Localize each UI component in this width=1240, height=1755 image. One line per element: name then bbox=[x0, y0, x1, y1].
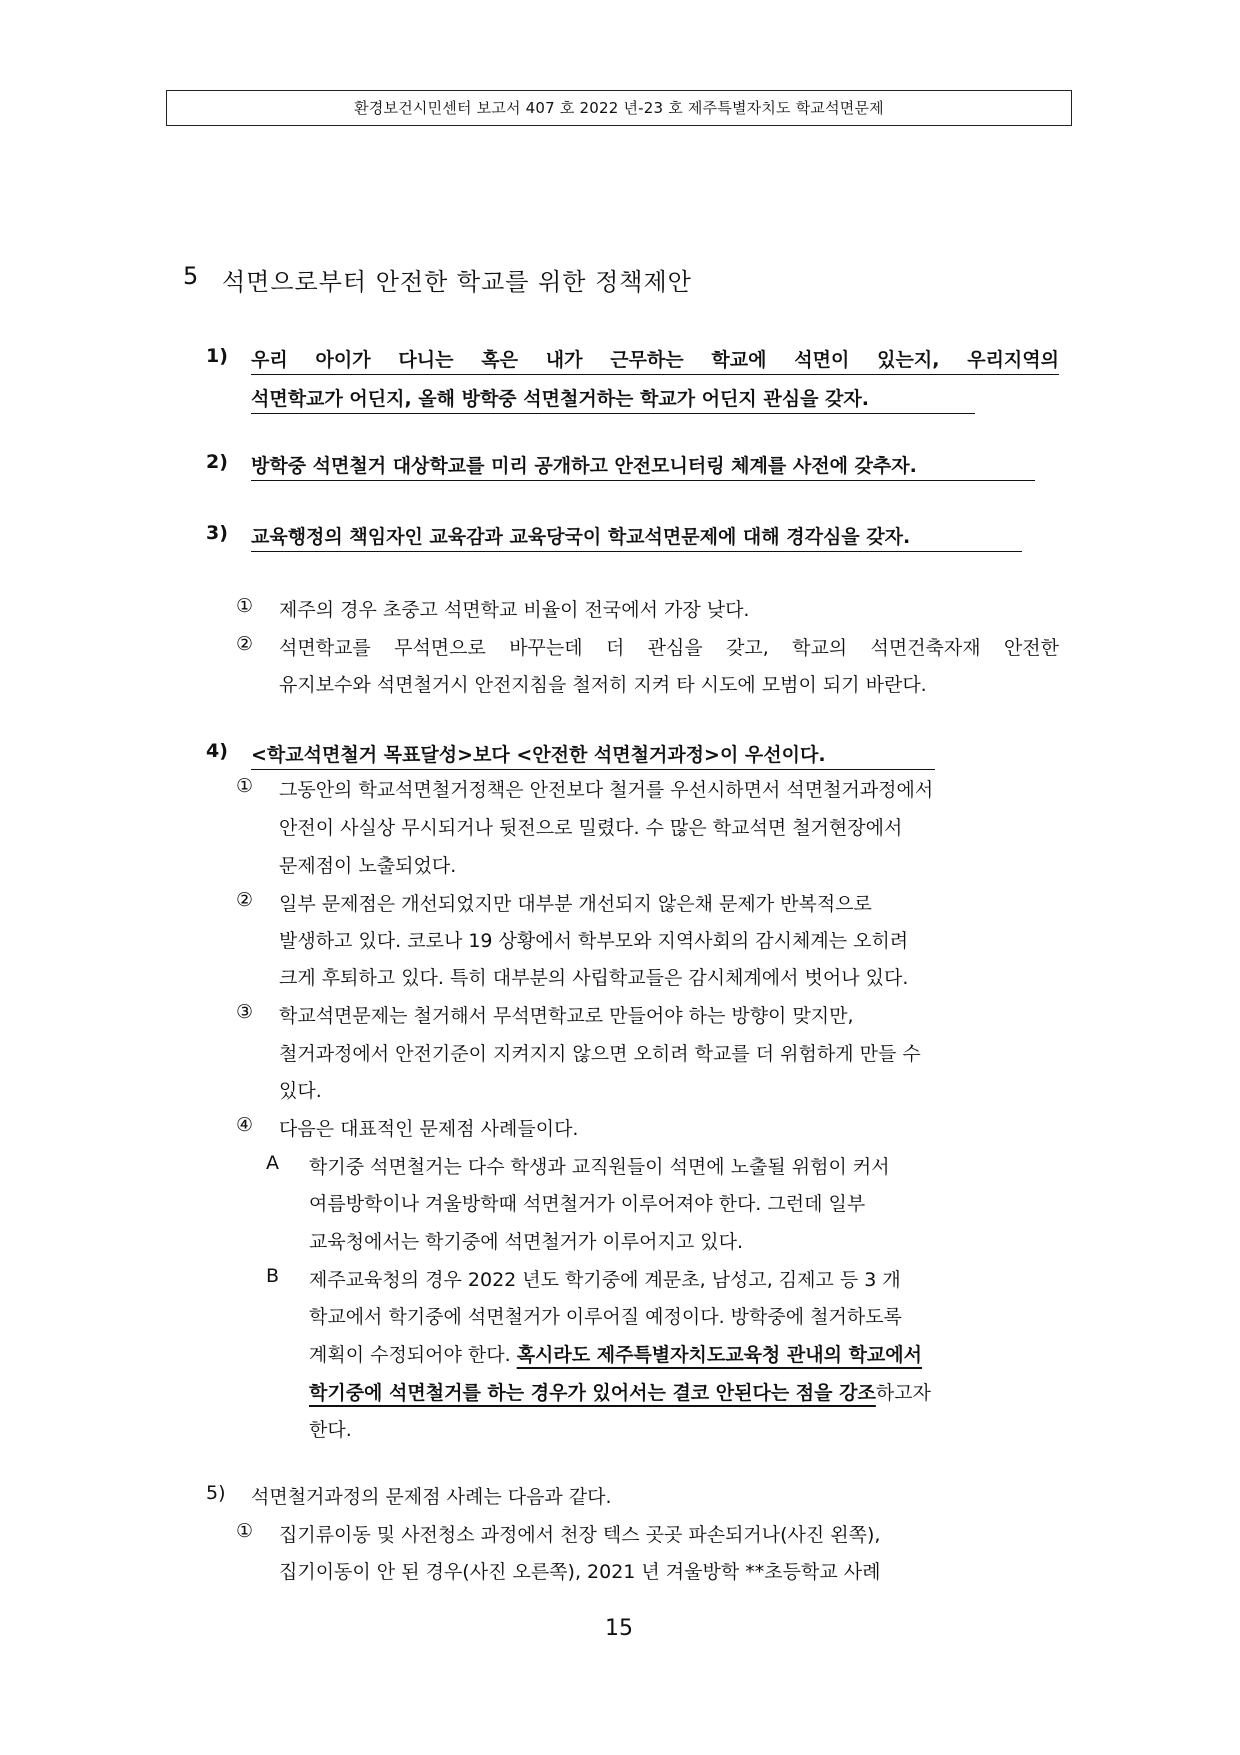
item-1-line-1: 우리 아이가 다니는 혹은 내가 근무하는 학교에 석면이 있는지, 우리지역의 bbox=[251, 349, 1059, 371]
sub-b-line-4-plain: 하고자 bbox=[875, 1382, 931, 1404]
report-header: 환경보건시민센터 보고서 407 호 2022 년-23 호 제주특별자치도 학교석면문제 bbox=[166, 90, 1072, 126]
sub-b-line-4-emphasis: 학기중에 석면철거를 하는 경우가 있어서는 결코 안된다는 점을 강조 bbox=[309, 1382, 876, 1404]
item-1-underline-2 bbox=[251, 413, 975, 414]
item-3-number: 3) bbox=[206, 522, 228, 544]
item-5-1-line-2: 집기이동이 안 된 경우(사진 오른쪽), 2021 년 겨울방학 **초등학교 사례 bbox=[279, 1561, 881, 1583]
item-4-3-line-2: 철거과정에서 안전기준이 지켜지지 않으면 오히려 학교를 더 위험하게 만들 수 bbox=[279, 1043, 921, 1065]
item-4-underline bbox=[251, 769, 935, 770]
item-4-number: 4) bbox=[206, 740, 228, 762]
item-2-number: 2) bbox=[206, 451, 228, 473]
item-1-line-2: 석면학교가 어딘지, 올해 방학중 석면철거하는 학교가 어딘지 관심을 갖자. bbox=[251, 388, 869, 410]
item-5-line-1: 석면철거과정의 문제점 사례는 다음과 같다. bbox=[251, 1486, 612, 1508]
sub-b-line-3 bbox=[309, 1340, 922, 1367]
item-4-2-line-2: 발생하고 있다. 코로나 19 상황에서 학부모와 지역사회의 감시체계는 오히려 bbox=[279, 930, 909, 952]
item-4-3-mark: ③ bbox=[236, 1001, 254, 1023]
item-4-4-line-1: 다음은 대표적인 문제점 사례들이다. bbox=[279, 1118, 579, 1140]
item-3-2-mark: ② bbox=[236, 633, 254, 655]
item-2-line-1: 방학중 석면철거 대상학교를 미리 공개하고 안전모니터링 체계를 사전에 갖추자. bbox=[251, 455, 917, 477]
section-number: 5 bbox=[183, 262, 200, 290]
item-3-1-line-1: 제주의 경우 초중고 석면학교 비율이 전국에서 가장 낮다. bbox=[279, 599, 750, 621]
item-5-number: 5) bbox=[206, 1482, 226, 1504]
item-1-underline-1 bbox=[251, 374, 1059, 375]
item-5-1-line-1: 집기류이동 및 사전청소 과정에서 천장 텍스 곳곳 파손되거나(사진 왼쪽), bbox=[279, 1524, 881, 1546]
item-3-2-line-2: 유지보수와 석면철거시 안전지침을 철저히 지켜 타 시도에 모범이 되기 바란다. bbox=[279, 674, 927, 696]
item-2-underline bbox=[251, 480, 1035, 481]
item-4-2-mark: ② bbox=[236, 889, 254, 911]
item-3-underline bbox=[251, 551, 1022, 552]
item-4-1-mark: ① bbox=[236, 775, 254, 797]
item-4-4-mark: ④ bbox=[236, 1114, 254, 1136]
item-5-1-mark: ① bbox=[236, 1520, 254, 1542]
item-3-1-mark: ① bbox=[236, 595, 254, 617]
sub-b-line-3-plain: 계획이 수정되어야 한다. bbox=[309, 1344, 517, 1366]
item-4-2-line-3: 크게 후퇴하고 있다. 특히 대부분의 사립학교들은 감시체계에서 벗어나 있다. bbox=[279, 967, 909, 989]
page-number: 15 bbox=[605, 1616, 633, 1641]
sub-b-line-1: 제주교육청의 경우 2022 년도 학기중에 계문초, 남성고, 김제고 등 3 개 bbox=[309, 1269, 901, 1291]
sub-b-line-3-emphasis: 혹시라도 제주특별자치도교육청 관내의 학교에서 bbox=[516, 1344, 922, 1366]
sub-b-line-2: 학교에서 학기중에 석면철거가 이루어질 예정이다. 방학중에 철거하도록 bbox=[309, 1306, 902, 1328]
sub-a-line-1: 학기중 석면철거는 다수 학생과 교직원들이 석면에 노출될 위험이 커서 bbox=[309, 1156, 890, 1178]
sub-a-line-3: 교육청에서는 학기중에 석면철거가 이루어지고 있다. bbox=[309, 1231, 743, 1253]
sub-b-line-5: 한다. bbox=[309, 1419, 352, 1441]
section-title: 석면으로부터 안전한 학교를 위한 정책제안 bbox=[222, 268, 692, 296]
item-4-1-line-2: 안전이 사실상 무시되거나 뒷전으로 밀렸다. 수 많은 학교석면 철거현장에서 bbox=[279, 817, 903, 839]
item-4-1-line-1: 그동안의 학교석면철거정책은 안전보다 철거를 우선시하면서 석면철거과정에서 bbox=[279, 779, 934, 801]
sub-b-line-4 bbox=[309, 1378, 931, 1405]
item-1-number: 1) bbox=[206, 345, 228, 367]
item-4-1-line-3: 문제점이 노출되었다. bbox=[279, 855, 457, 877]
item-3-2-line-1: 석면학교를 무석면으로 바꾸는데 더 관심을 갖고, 학교의 석면건축자재 안전한 bbox=[279, 637, 1059, 659]
item-4-line-1: <학교석면철거 목표달성>보다 <안전한 석면철거과정>이 우선이다. bbox=[251, 744, 826, 766]
item-3-line-1: 교육행정의 책임자인 교육감과 교육당국이 학교석면문제에 대해 경각심을 갖자. bbox=[251, 526, 911, 548]
sub-b-mark: B bbox=[266, 1265, 280, 1287]
item-4-2-line-1: 일부 문제점은 개선되었지만 대부분 개선되지 않은채 문제가 반복적으로 bbox=[279, 893, 872, 915]
sub-a-line-2: 여름방학이나 겨울방학때 석면철거가 이루어져야 한다. 그런데 일부 bbox=[309, 1193, 866, 1215]
item-4-3-line-1: 학교석면문제는 철거해서 무석면학교로 만들어야 하는 방향이 맞지만, bbox=[279, 1005, 854, 1027]
item-4-3-line-3: 있다. bbox=[279, 1080, 322, 1102]
sub-a-mark: A bbox=[266, 1152, 279, 1174]
